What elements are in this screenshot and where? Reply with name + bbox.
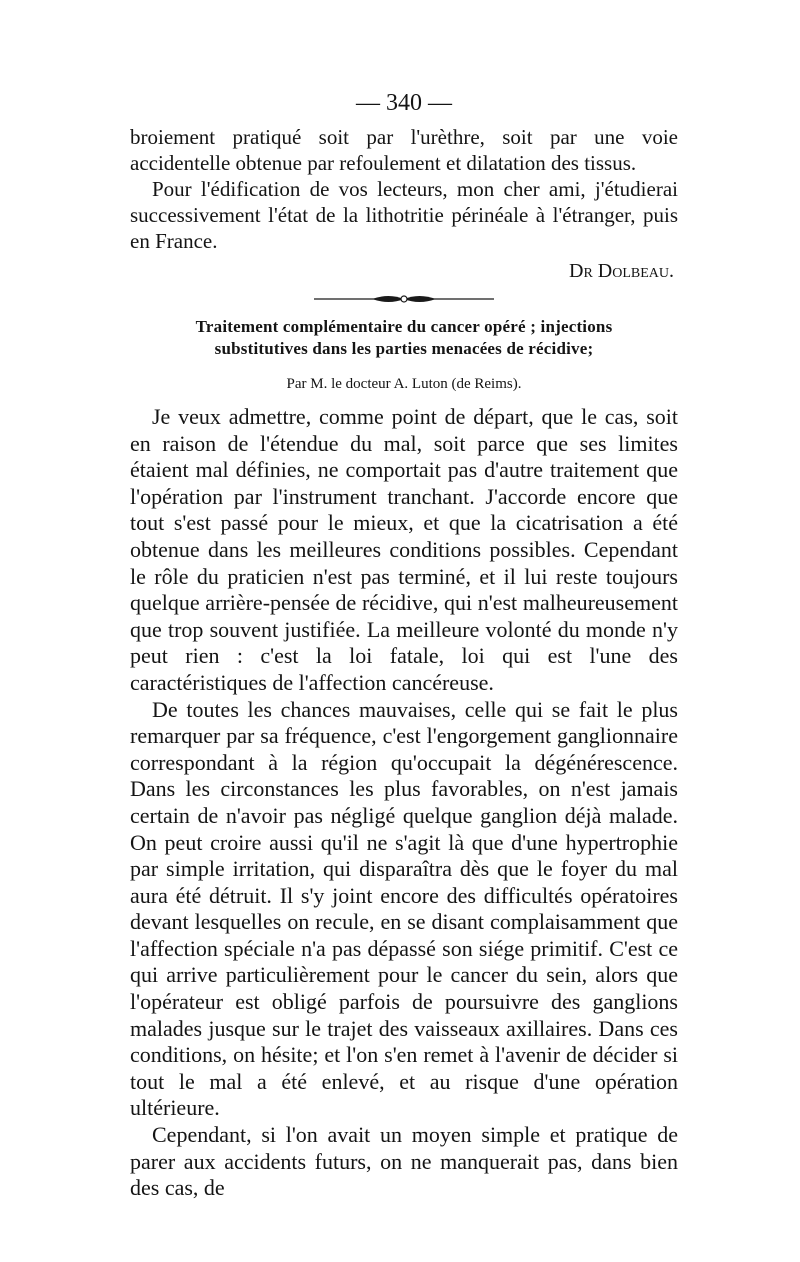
author-signature: Dr Dolbeau. <box>569 260 674 282</box>
ornamental-divider <box>314 292 494 306</box>
page-number: — 340 — <box>356 90 452 116</box>
body-paragraph-3: Cependant, si l'on avait un moyen simple et pratique de parer aux accidents futurs, on ne manquerait pas, dans bien des cas, de <box>130 1122 678 1201</box>
article-body <box>130 404 678 1202</box>
continuation-paragraph: broiement pratiqué soit par l'urèthre, soit par une voie accidentelle obtenue par refoulement et dilatation des tissus. <box>130 125 678 175</box>
article-title-line-2: substitutives dans les parties menacées de récidive; <box>214 339 594 358</box>
article-byline: Par M. le docteur A. Luton (de Reims). <box>286 376 522 392</box>
body-paragraph-1: Je veux admettre, comme point de départ, que le cas, soit en raison de l'étendue du mal, soit parce que ses limites étaient mal définies, ne comportait pas d'autre traitement que l'opération par l'instrument tranchant. J'accorde encore que tout s'est passé pour le mieux, et que la cicatrisation a été obtenue dans les meilleures conditions possibles. Cependant le rôle du praticien n'est pas terminé, et il lui reste toujours quelque arrière-pensée de récidive, qui n'est malheureusement que trop souvent justifiée. La meilleure volonté du monde n'y peut rien : c'est la loi fatale, loi qui est l'une des caractéristiques de l'affection cancéreuse. <box>130 404 678 695</box>
article-title-line-1: Traitement complémentaire du cancer opéré ; injections <box>195 317 613 336</box>
previous-article-ending <box>130 124 678 284</box>
article-title <box>130 316 678 360</box>
closing-paragraph: Pour l'édification de vos lecteurs, mon cher ami, j'étudierai successivement l'état de la lithotritie périnéale à l'étranger, puis en France. <box>130 177 678 253</box>
body-paragraph-2: De toutes les chances mauvaises, celle qui se fait le plus remarquer par sa fréquence, c'est l'engorgement ganglionnaire correspondant à la région qu'occupait la dégénérescence. Dans les circonstances les plus favorables, on n'est jamais certain de n'avoir pas négligé quelque ganglion déjà malade. On peut croire aussi qu'il ne s'agit là que d'une hypertrophie par simple irritation, qui disparaîtra dès que le foyer du mal aura été détruit. Il s'y joint encore des difficultés opératoires devant lesquelles on recule, en se disant complaisamment que l'affection spéciale n'a pas dépassé son siége primitif. C'est ce qui arrive particulièrement pour le cancer du sein, alors que l'opérateur est obligé parfois de poursuivre des ganglions malades jusque sur le trajet des vaisseaux axillaires. Dans ces conditions, on hésite; et l'on s'en remet à l'avenir de décider si tout le mal a été enlevé, et au risque d'une opération ultérieure. <box>130 696 678 1121</box>
